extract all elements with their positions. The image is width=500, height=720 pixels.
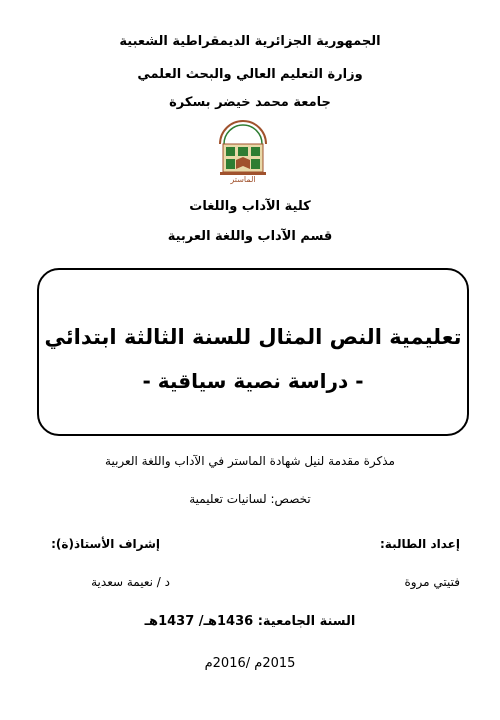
thesis-title: تعليمية النص المثال للسنة الثالثة ابتدائي bbox=[44, 325, 462, 349]
republic-heading: الجمهورية الجزائرية الديمقراطية الشعبية bbox=[119, 34, 381, 49]
supervisor-name: د / نعيمة سعدية bbox=[91, 575, 170, 589]
thesis-title-box bbox=[37, 268, 469, 436]
prepared-by-label: إعداد الطالبة: bbox=[380, 537, 460, 551]
logo-caption: الماستر bbox=[230, 175, 256, 184]
academic-year-label: السنة الجامعية: bbox=[257, 614, 356, 629]
memo-statement: مذكرة مقدمة لنيل شهادة الماستر في الآداب واللغة العربية bbox=[105, 454, 395, 468]
supervisor-label: إشراف الأستاذ(ة): bbox=[51, 537, 160, 551]
thesis-subtitle: - دراسة نصية سياقية - bbox=[142, 369, 364, 393]
faculty-heading: كلية الآداب واللغات bbox=[189, 199, 311, 214]
student-name: فتيتي مروة bbox=[404, 575, 460, 589]
academic-year-hijri-value: 1436هـ/ 1437هـ bbox=[144, 614, 254, 629]
department-heading: قسم الآداب واللغة العربية bbox=[167, 229, 333, 244]
academic-year-hijri bbox=[0, 614, 500, 630]
academic-year-gregorian: 2015م /2016م bbox=[204, 656, 296, 671]
ministry-heading: وزارة التعليم العالي والبحث العلمي bbox=[137, 67, 363, 82]
university-emblem-icon bbox=[214, 114, 272, 188]
university-heading: جامعة محمد خيضر بسكرة bbox=[169, 95, 331, 110]
specialty-statement: تخصص: لسانيات تعليمية bbox=[189, 492, 311, 506]
